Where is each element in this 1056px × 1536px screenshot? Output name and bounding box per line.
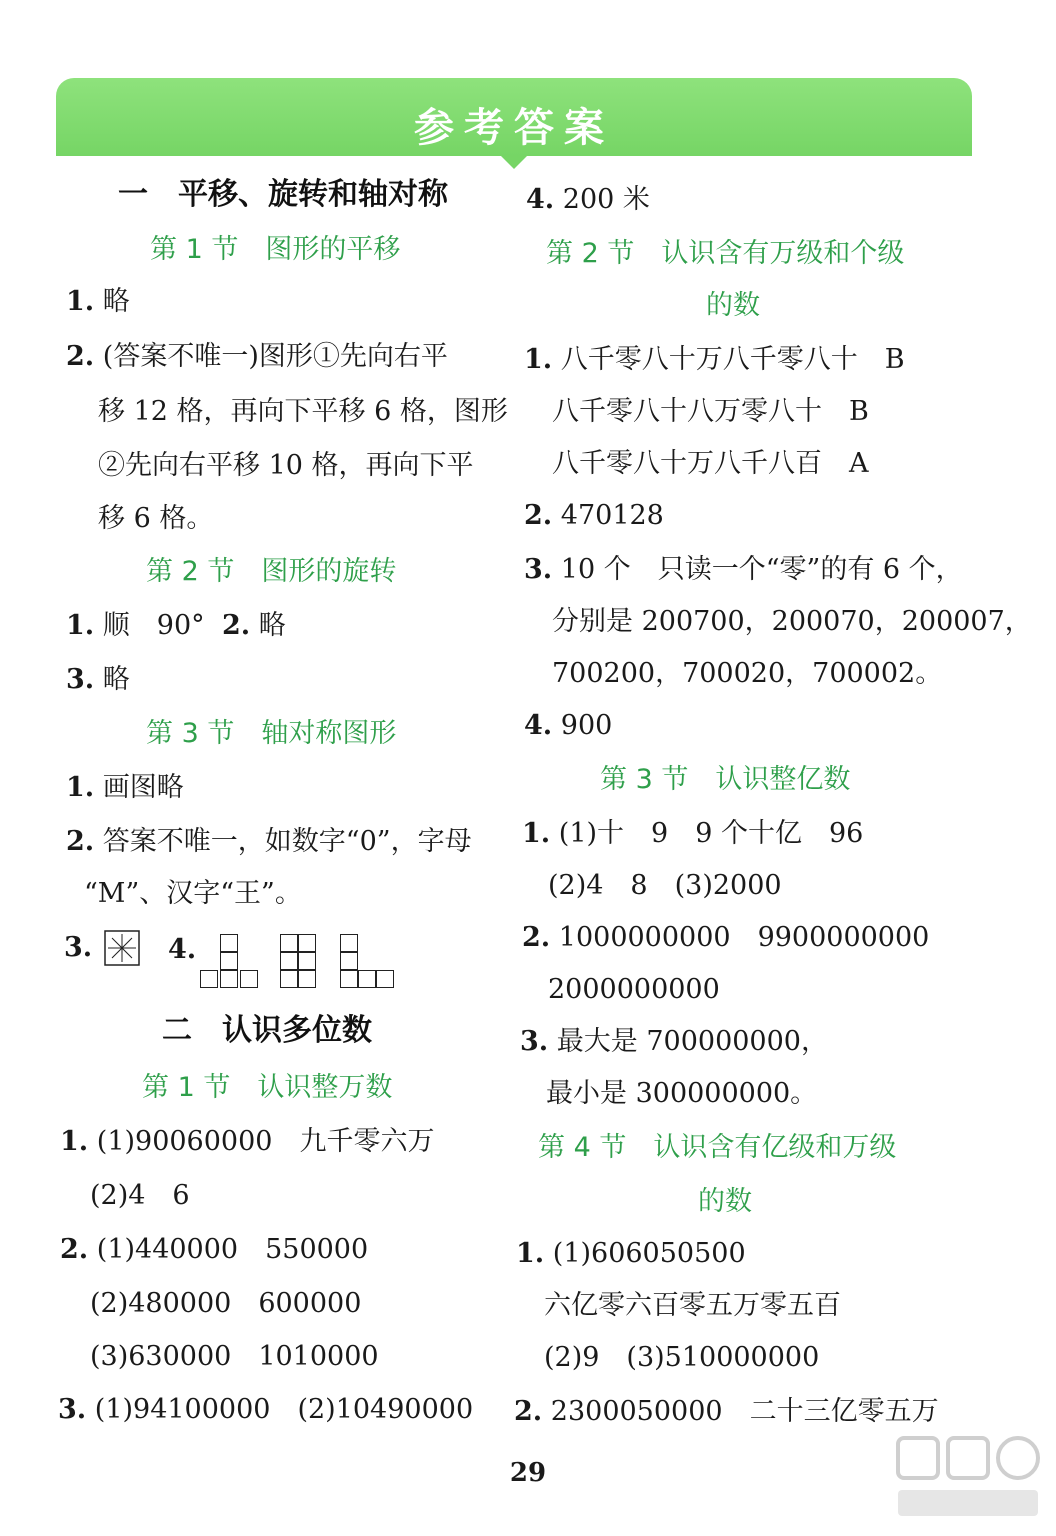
answer-2-1-q2-line2: (2)480000 600000 [90,1288,362,1319]
answer-1-1-q2 [66,343,448,370]
answer-1-3-q4-number: 4. [168,934,197,965]
section-2-2-title-line2: 的数 [706,290,760,321]
answer-1-2-q2 [222,612,286,639]
answer-2-4-q1-line2: 六亿零六百零五万零五百 [544,1290,841,1321]
answer-2-2-q3-line3: 700200，700020，700002。 [552,658,943,689]
answer-2-2-q1-line2: 八千零八十八万零八十 B [552,396,869,427]
answer-text: 470128 [560,500,664,531]
answer-text: 八千零八十万八千零八十 B [560,344,905,375]
section-2-4-title: 第 4 节 认识含有亿级和万级 [538,1132,897,1163]
question-number: 1. [66,772,95,803]
banner-notch [500,155,528,169]
answer-1-3-q1 [66,774,184,801]
answer-text: 10 个 只读一个“零”的有 6 个， [560,554,963,585]
answer-2-1-q1 [60,1128,434,1155]
answer-2-3-q3-line2: 最小是 300000000。 [546,1078,818,1109]
question-number: 1. [66,610,95,641]
answer-text: 略 [102,286,130,317]
answer-text: 顺 90° [102,610,205,641]
answer-2-1-q1-line2: (2)4 6 [90,1180,190,1211]
answer-banner [56,78,972,156]
section-2-3-title: 第 3 节 认识整亿数 [600,764,851,795]
question-number: 2. [60,1234,89,1265]
answer-1-2-q3 [66,666,130,693]
answer-2-2-q2 [524,502,664,529]
answer-1-2-q1 [66,612,205,639]
answer-text: 略 [258,610,286,641]
net-figure-2 [280,934,320,992]
answer-text: (1)606050500 [552,1238,746,1269]
question-number: 3. [66,664,95,695]
banner-title: 参考答案 [414,105,614,151]
answer-2-3-q3 [520,1028,828,1055]
question-number: 1. [516,1238,545,1269]
answer-1-1-q2-line2: 移 12 格，再向下平移 6 格，图形 [98,396,508,427]
question-number: 3. [524,554,553,585]
answer-1-1-q2-line4: 移 6 格。 [98,503,214,534]
question-number: 2. [514,1396,543,1427]
chapter-1-title: 一 平移、旋转和轴对称 [118,177,448,212]
page-number: 29 [509,1458,547,1488]
chapter-2-title: 二 认识多位数 [162,1013,372,1048]
answer-2-3-q1 [522,820,863,847]
question-number: 1. [60,1126,89,1157]
answer-2-4-q1-line3: (2)9 (3)510000000 [544,1342,820,1373]
answer-2-4-q1 [516,1240,746,1267]
answer-2-1-q2 [60,1236,368,1263]
question-number: 2. [66,826,95,857]
answer-2-4-q2 [514,1398,939,1425]
answer-text: (1)94100000 (2)10490000 [94,1394,474,1425]
answer-2-3-q1-line2: (2)4 8 (3)2000 [548,870,782,901]
answer-text: (1)440000 550000 [96,1234,369,1265]
answer-text: 2300050000 二十三亿零五万 [550,1396,939,1427]
section-1-2-title: 第 2 节 图形的旋转 [146,556,397,587]
question-number: 2. [522,922,551,953]
answer-2-2-q4 [524,712,612,739]
answer-text: 200 米 [562,184,650,215]
answer-text: (1)90060000 九千零六万 [96,1126,435,1157]
answer-1-3-q3-number: 3. [64,932,93,963]
question-number: 4. [526,184,555,215]
question-number: 3. [520,1026,549,1057]
symmetric-figure-icon [104,930,140,966]
section-2-4-title-line2: 的数 [698,1186,752,1217]
net-figure-3 [340,934,402,992]
net-figure-1 [200,934,262,992]
answer-2-3-q2 [522,924,929,951]
answer-text: (答案不唯一)图形①先向右平 [102,341,448,372]
answer-text: 答案不唯一，如数字“0”，字母 [102,826,472,857]
section-2-2-title: 第 2 节 认识含有万级和个级 [546,238,905,269]
answer-2-2-q3 [524,556,963,583]
answer-2-2-q1 [524,346,905,373]
answer-1-3-q2-line2: “M”、汉字“王”。 [84,878,302,909]
answer-text: (1)十 9 9 个十亿 96 [558,818,864,849]
question-number: 4. [524,710,553,741]
answer-text: 画图略 [102,772,184,803]
answer-1-1-q1 [66,288,130,315]
section-2-1-title: 第 1 节 认识整万数 [142,1072,393,1103]
answer-2-2-q1-line3: 八千零八十万八千八百 A [552,448,869,479]
answer-right-q4-top [526,186,650,213]
question-number: 1. [524,344,553,375]
section-1-3-title: 第 3 节 轴对称图形 [146,718,397,749]
watermark-logo-icon [878,1428,1048,1528]
answer-1-3-q2 [66,828,472,855]
answer-1-1-q2-line3: ②先向右平移 10 格，再向下平 [98,450,474,481]
question-number: 1. [522,818,551,849]
section-1-1-title: 第 1 节 图形的平移 [150,234,401,265]
question-number: 1. [66,286,95,317]
answer-2-3-q2-line2: 2000000000 [548,974,720,1005]
answer-text: 900 [560,710,613,741]
answer-text: 最大是 700000000， [556,1026,828,1057]
answer-2-1-q3 [58,1396,473,1423]
answer-2-1-q2-line3: (3)630000 1010000 [90,1341,379,1372]
answer-text: 略 [102,664,130,695]
question-number: 2. [222,610,251,641]
question-number: 2. [66,341,95,372]
answer-2-2-q3-line2: 分别是 200700，200070，200007， [552,606,1032,637]
answer-text: 1000000000 9900000000 [558,922,930,953]
question-number: 2. [524,500,553,531]
question-number: 3. [58,1394,87,1425]
